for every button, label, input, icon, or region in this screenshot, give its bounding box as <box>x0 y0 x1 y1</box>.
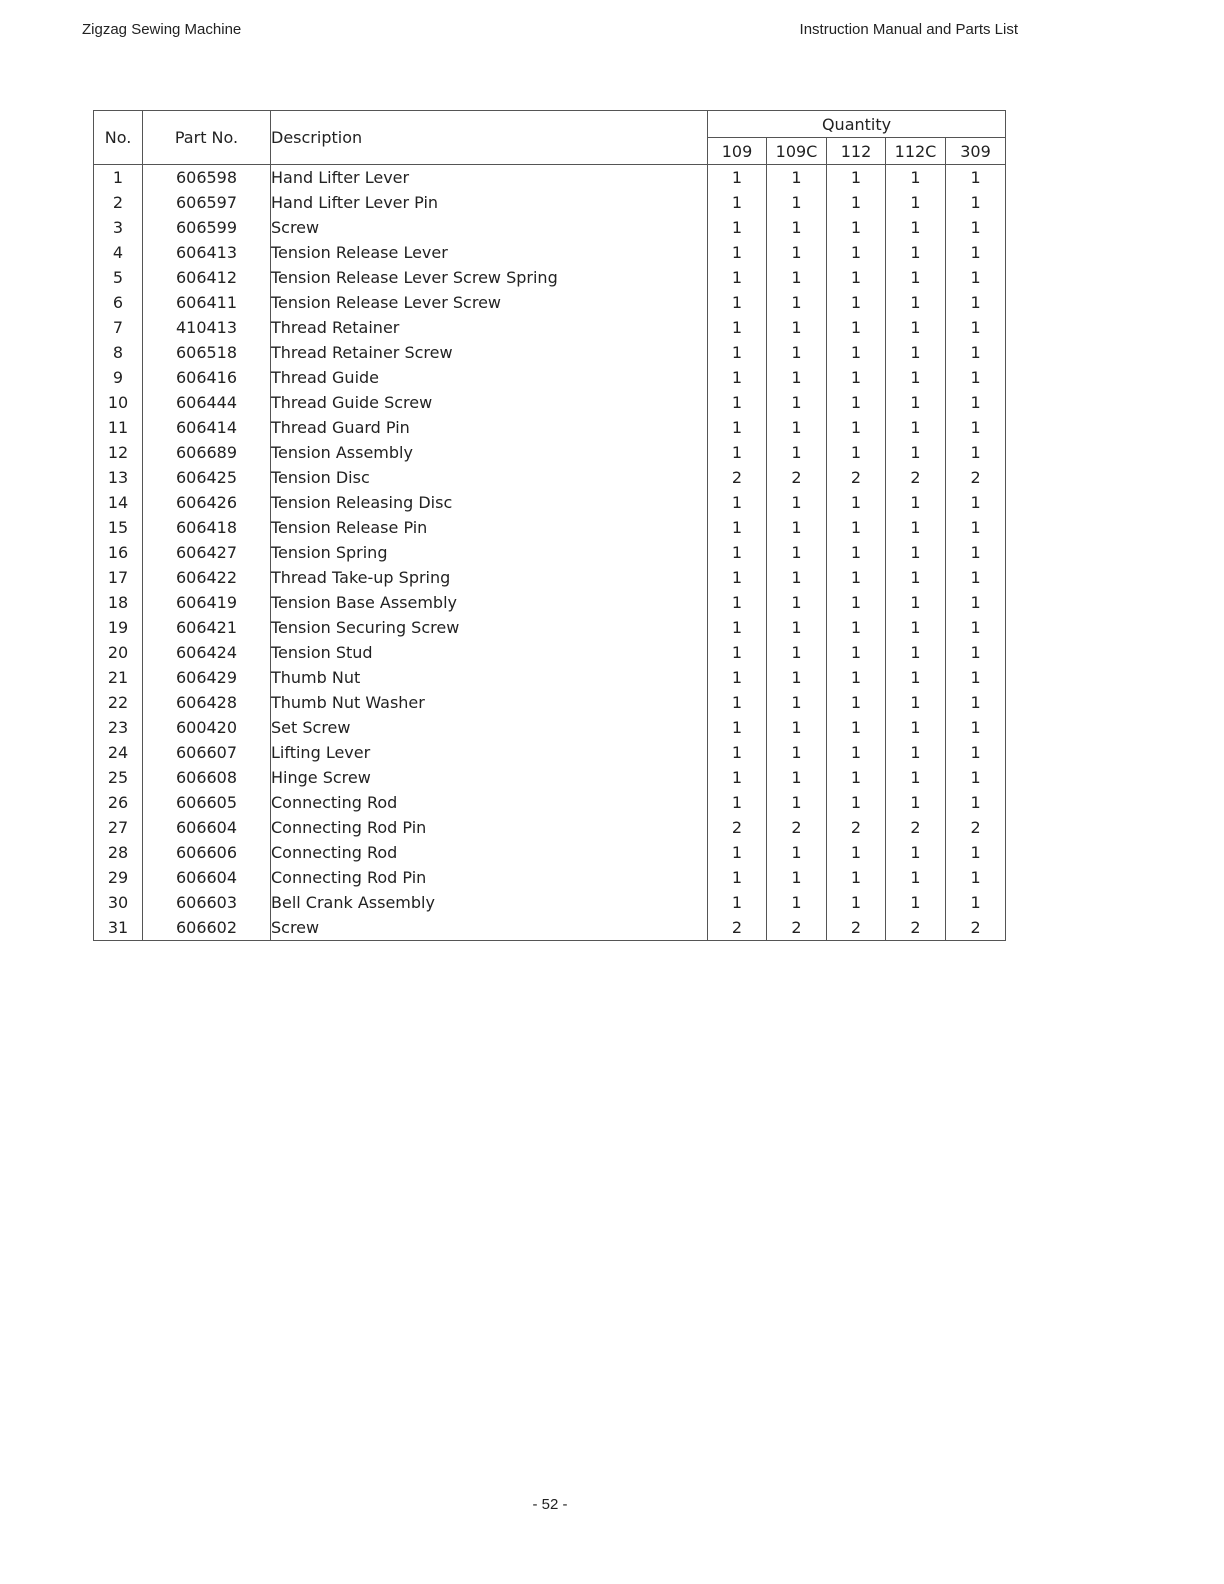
part-description: Tension Spring <box>271 540 708 565</box>
quantity-cell: 1 <box>708 740 767 765</box>
part-description: Connecting Rod Pin <box>271 865 708 890</box>
quantity-cell: 1 <box>946 390 1006 415</box>
column-header-description: Description <box>271 111 708 165</box>
row-number: 21 <box>94 665 143 690</box>
quantity-cell: 1 <box>767 390 827 415</box>
part-description: Lifting Lever <box>271 740 708 765</box>
part-number: 606422 <box>143 565 271 590</box>
quantity-cell: 1 <box>827 590 886 615</box>
row-number: 31 <box>94 915 143 941</box>
quantity-cell: 1 <box>886 890 946 915</box>
quantity-cell: 2 <box>827 915 886 941</box>
quantity-cell: 1 <box>946 665 1006 690</box>
quantity-cell: 2 <box>946 465 1006 490</box>
column-header-no: No. <box>94 111 143 165</box>
part-description: Tension Release Lever Screw <box>271 290 708 315</box>
row-number: 18 <box>94 590 143 615</box>
part-number: 606689 <box>143 440 271 465</box>
table-row <box>94 615 1006 640</box>
quantity-cell: 2 <box>767 915 827 941</box>
row-number: 20 <box>94 640 143 665</box>
part-number: 606597 <box>143 190 271 215</box>
table-row <box>94 865 1006 890</box>
quantity-cell: 1 <box>767 340 827 365</box>
part-description: Tension Release Lever <box>271 240 708 265</box>
table-row <box>94 465 1006 490</box>
table-row <box>94 915 1006 941</box>
quantity-cell: 1 <box>708 415 767 440</box>
quantity-cell: 1 <box>708 715 767 740</box>
part-number: 606607 <box>143 740 271 765</box>
quantity-cell: 1 <box>946 490 1006 515</box>
table-row <box>94 265 1006 290</box>
quantity-cell: 1 <box>946 240 1006 265</box>
quantity-cell: 1 <box>767 590 827 615</box>
quantity-cell: 1 <box>946 515 1006 540</box>
table-row <box>94 640 1006 665</box>
quantity-cell: 1 <box>827 340 886 365</box>
part-description: Thread Guard Pin <box>271 415 708 440</box>
part-number: 606429 <box>143 665 271 690</box>
quantity-cell: 1 <box>827 540 886 565</box>
row-number: 30 <box>94 890 143 915</box>
row-number: 3 <box>94 215 143 240</box>
quantity-cell: 1 <box>767 665 827 690</box>
quantity-cell: 1 <box>886 490 946 515</box>
quantity-cell: 1 <box>886 690 946 715</box>
row-number: 12 <box>94 440 143 465</box>
quantity-cell: 1 <box>886 565 946 590</box>
quantity-cell: 1 <box>708 390 767 415</box>
quantity-cell: 1 <box>827 265 886 290</box>
table-row <box>94 290 1006 315</box>
table-row <box>94 540 1006 565</box>
quantity-cell: 1 <box>827 215 886 240</box>
quantity-cell: 1 <box>886 790 946 815</box>
row-number: 19 <box>94 615 143 640</box>
row-number: 27 <box>94 815 143 840</box>
row-number: 10 <box>94 390 143 415</box>
table-row <box>94 340 1006 365</box>
table-row <box>94 715 1006 740</box>
quantity-cell: 1 <box>708 340 767 365</box>
quantity-cell: 1 <box>946 765 1006 790</box>
quantity-cell: 2 <box>708 815 767 840</box>
part-number: 600420 <box>143 715 271 740</box>
table-row <box>94 815 1006 840</box>
row-number: 14 <box>94 490 143 515</box>
quantity-cell: 1 <box>827 390 886 415</box>
quantity-cell: 1 <box>886 240 946 265</box>
header-title: Zigzag Sewing Machine <box>82 21 242 38</box>
part-number: 606518 <box>143 340 271 365</box>
quantity-cell: 1 <box>946 215 1006 240</box>
part-description: Connecting Rod <box>271 840 708 865</box>
quantity-cell: 1 <box>946 715 1006 740</box>
row-number: 26 <box>94 790 143 815</box>
quantity-cell: 1 <box>708 440 767 465</box>
quantity-cell: 1 <box>886 265 946 290</box>
quantity-cell: 1 <box>767 440 827 465</box>
row-number: 5 <box>94 265 143 290</box>
quantity-cell: 1 <box>946 590 1006 615</box>
quantity-cell: 1 <box>827 365 886 390</box>
quantity-cell: 1 <box>708 190 767 215</box>
quantity-cell: 1 <box>708 615 767 640</box>
quantity-cell: 1 <box>886 340 946 365</box>
row-number: 28 <box>94 840 143 865</box>
part-description: Tension Stud <box>271 640 708 665</box>
row-number: 16 <box>94 540 143 565</box>
quantity-cell: 1 <box>886 740 946 765</box>
part-number: 606427 <box>143 540 271 565</box>
quantity-cell: 1 <box>708 540 767 565</box>
table-row <box>94 890 1006 915</box>
part-description: Thread Guide <box>271 365 708 390</box>
column-header-model: 309 <box>946 138 1006 165</box>
part-number: 606604 <box>143 815 271 840</box>
part-number: 606411 <box>143 290 271 315</box>
quantity-cell: 1 <box>708 265 767 290</box>
quantity-cell: 1 <box>886 665 946 690</box>
part-description: Screw <box>271 215 708 240</box>
quantity-cell: 1 <box>767 490 827 515</box>
quantity-cell: 1 <box>708 790 767 815</box>
table-row <box>94 165 1006 191</box>
quantity-cell: 1 <box>827 890 886 915</box>
quantity-cell: 2 <box>767 465 827 490</box>
quantity-cell: 1 <box>886 540 946 565</box>
quantity-cell: 2 <box>827 815 886 840</box>
row-number: 11 <box>94 415 143 440</box>
row-number: 6 <box>94 290 143 315</box>
quantity-cell: 1 <box>708 665 767 690</box>
quantity-cell: 1 <box>767 215 827 240</box>
quantity-cell: 1 <box>827 665 886 690</box>
quantity-cell: 2 <box>827 465 886 490</box>
quantity-cell: 1 <box>708 765 767 790</box>
quantity-cell: 1 <box>767 890 827 915</box>
row-number: 22 <box>94 690 143 715</box>
column-header-model: 109C <box>767 138 827 165</box>
quantity-cell: 1 <box>886 215 946 240</box>
quantity-cell: 1 <box>827 315 886 340</box>
column-header-model: 109 <box>708 138 767 165</box>
quantity-cell: 1 <box>827 190 886 215</box>
table-row <box>94 440 1006 465</box>
part-number: 410413 <box>143 315 271 340</box>
table-row <box>94 515 1006 540</box>
part-description: Thread Retainer Screw <box>271 340 708 365</box>
part-description: Tension Release Lever Screw Spring <box>271 265 708 290</box>
quantity-cell: 1 <box>708 165 767 191</box>
quantity-cell: 1 <box>886 165 946 191</box>
part-description: Screw <box>271 915 708 941</box>
quantity-cell: 1 <box>886 765 946 790</box>
quantity-cell: 2 <box>708 915 767 941</box>
quantity-cell: 1 <box>886 415 946 440</box>
quantity-cell: 1 <box>946 565 1006 590</box>
parts-table-body <box>94 165 1006 941</box>
quantity-cell: 1 <box>946 265 1006 290</box>
quantity-cell: 1 <box>827 515 886 540</box>
quantity-cell: 1 <box>827 790 886 815</box>
quantity-cell: 1 <box>827 715 886 740</box>
quantity-cell: 1 <box>827 840 886 865</box>
table-row <box>94 490 1006 515</box>
part-number: 606418 <box>143 515 271 540</box>
parts-table <box>93 110 1006 941</box>
part-number: 606416 <box>143 365 271 390</box>
quantity-cell: 2 <box>886 815 946 840</box>
quantity-cell: 1 <box>767 415 827 440</box>
quantity-cell: 1 <box>946 415 1006 440</box>
quantity-cell: 1 <box>767 565 827 590</box>
quantity-cell: 1 <box>708 365 767 390</box>
quantity-cell: 1 <box>767 290 827 315</box>
part-description: Thread Retainer <box>271 315 708 340</box>
quantity-cell: 1 <box>708 865 767 890</box>
part-number: 606425 <box>143 465 271 490</box>
row-number: 13 <box>94 465 143 490</box>
quantity-cell: 1 <box>827 865 886 890</box>
quantity-cell: 1 <box>946 690 1006 715</box>
quantity-cell: 1 <box>827 490 886 515</box>
part-description: Tension Disc <box>271 465 708 490</box>
quantity-cell: 1 <box>708 490 767 515</box>
table-row <box>94 765 1006 790</box>
row-number: 7 <box>94 315 143 340</box>
table-row <box>94 690 1006 715</box>
part-number: 606412 <box>143 265 271 290</box>
part-description: Connecting Rod <box>271 790 708 815</box>
quantity-cell: 1 <box>886 190 946 215</box>
quantity-cell: 1 <box>827 740 886 765</box>
part-description: Tension Assembly <box>271 440 708 465</box>
quantity-cell: 1 <box>946 840 1006 865</box>
quantity-cell: 1 <box>946 290 1006 315</box>
part-number: 606426 <box>143 490 271 515</box>
quantity-cell: 1 <box>767 315 827 340</box>
quantity-cell: 1 <box>827 640 886 665</box>
table-row <box>94 590 1006 615</box>
part-description: Tension Securing Screw <box>271 615 708 640</box>
quantity-cell: 1 <box>767 790 827 815</box>
table-row <box>94 565 1006 590</box>
quantity-cell: 1 <box>886 440 946 465</box>
quantity-cell: 1 <box>946 890 1006 915</box>
part-description: Set Screw <box>271 715 708 740</box>
part-number: 606444 <box>143 390 271 415</box>
quantity-cell: 1 <box>827 165 886 191</box>
quantity-cell: 1 <box>708 640 767 665</box>
quantity-cell: 1 <box>708 315 767 340</box>
quantity-cell: 1 <box>767 865 827 890</box>
quantity-cell: 1 <box>767 365 827 390</box>
quantity-cell: 1 <box>827 440 886 465</box>
quantity-cell: 2 <box>886 915 946 941</box>
row-number: 2 <box>94 190 143 215</box>
quantity-cell: 1 <box>946 615 1006 640</box>
part-description: Hinge Screw <box>271 765 708 790</box>
quantity-cell: 1 <box>827 565 886 590</box>
quantity-cell: 1 <box>708 890 767 915</box>
quantity-cell: 1 <box>767 765 827 790</box>
quantity-cell: 1 <box>886 315 946 340</box>
quantity-cell: 2 <box>886 465 946 490</box>
quantity-cell: 1 <box>886 615 946 640</box>
quantity-cell: 1 <box>886 865 946 890</box>
part-description: Thread Guide Screw <box>271 390 708 415</box>
quantity-cell: 1 <box>946 740 1006 765</box>
part-description: Connecting Rod Pin <box>271 815 708 840</box>
quantity-cell: 1 <box>946 315 1006 340</box>
quantity-cell: 1 <box>827 240 886 265</box>
table-row <box>94 665 1006 690</box>
row-number: 4 <box>94 240 143 265</box>
quantity-cell: 1 <box>827 690 886 715</box>
quantity-cell: 1 <box>708 590 767 615</box>
quantity-cell: 2 <box>708 465 767 490</box>
quantity-cell: 1 <box>767 840 827 865</box>
quantity-cell: 1 <box>827 415 886 440</box>
quantity-cell: 1 <box>886 390 946 415</box>
quantity-cell: 1 <box>767 615 827 640</box>
quantity-cell: 1 <box>767 715 827 740</box>
quantity-cell: 1 <box>767 515 827 540</box>
part-number: 606598 <box>143 165 271 191</box>
quantity-cell: 1 <box>708 290 767 315</box>
quantity-cell: 1 <box>886 715 946 740</box>
quantity-cell: 1 <box>886 840 946 865</box>
quantity-cell: 1 <box>827 290 886 315</box>
part-description: Tension Releasing Disc <box>271 490 708 515</box>
quantity-cell: 1 <box>886 515 946 540</box>
row-number: 25 <box>94 765 143 790</box>
part-description: Thumb Nut Washer <box>271 690 708 715</box>
part-description: Thread Take-up Spring <box>271 565 708 590</box>
quantity-cell: 1 <box>708 515 767 540</box>
quantity-cell: 1 <box>946 340 1006 365</box>
quantity-cell: 1 <box>886 590 946 615</box>
quantity-cell: 1 <box>767 265 827 290</box>
row-number: 23 <box>94 715 143 740</box>
row-number: 15 <box>94 515 143 540</box>
page-number: - 52 - <box>532 1496 568 1513</box>
part-number: 606421 <box>143 615 271 640</box>
quantity-cell: 1 <box>767 165 827 191</box>
row-number: 17 <box>94 565 143 590</box>
row-number: 29 <box>94 865 143 890</box>
table-row <box>94 790 1006 815</box>
table-row <box>94 390 1006 415</box>
part-number: 606606 <box>143 840 271 865</box>
part-number: 606413 <box>143 240 271 265</box>
table-row <box>94 415 1006 440</box>
quantity-cell: 1 <box>946 540 1006 565</box>
column-header-part-no: Part No. <box>143 111 271 165</box>
part-number: 606608 <box>143 765 271 790</box>
table-row <box>94 365 1006 390</box>
row-number: 8 <box>94 340 143 365</box>
quantity-cell: 1 <box>767 190 827 215</box>
part-number: 606599 <box>143 215 271 240</box>
column-header-model: 112C <box>886 138 946 165</box>
quantity-cell: 1 <box>708 240 767 265</box>
part-description: Hand Lifter Lever Pin <box>271 190 708 215</box>
part-number: 606428 <box>143 690 271 715</box>
part-number: 606603 <box>143 890 271 915</box>
quantity-cell: 1 <box>827 615 886 640</box>
column-header-model: 112 <box>827 138 886 165</box>
quantity-cell: 1 <box>946 865 1006 890</box>
quantity-cell: 1 <box>946 365 1006 390</box>
header-subtitle: Instruction Manual and Parts List <box>799 21 1018 38</box>
quantity-cell: 1 <box>708 840 767 865</box>
quantity-cell: 1 <box>708 565 767 590</box>
quantity-cell: 1 <box>886 640 946 665</box>
part-number: 606419 <box>143 590 271 615</box>
quantity-cell: 1 <box>946 440 1006 465</box>
table-row <box>94 840 1006 865</box>
table-row <box>94 315 1006 340</box>
part-number: 606602 <box>143 915 271 941</box>
part-description: Tension Release Pin <box>271 515 708 540</box>
part-description: Bell Crank Assembly <box>271 890 708 915</box>
table-row <box>94 740 1006 765</box>
table-row <box>94 240 1006 265</box>
quantity-cell: 1 <box>767 540 827 565</box>
part-number: 606414 <box>143 415 271 440</box>
quantity-cell: 1 <box>708 690 767 715</box>
quantity-cell: 1 <box>946 640 1006 665</box>
column-header-quantity: Quantity <box>708 111 1006 138</box>
quantity-cell: 1 <box>886 365 946 390</box>
row-number: 9 <box>94 365 143 390</box>
quantity-cell: 1 <box>946 165 1006 191</box>
part-description: Hand Lifter Lever <box>271 165 708 191</box>
quantity-cell: 1 <box>886 290 946 315</box>
part-number: 606605 <box>143 790 271 815</box>
quantity-cell: 1 <box>767 240 827 265</box>
quantity-cell: 1 <box>708 215 767 240</box>
row-number: 24 <box>94 740 143 765</box>
part-number: 606424 <box>143 640 271 665</box>
part-description: Thumb Nut <box>271 665 708 690</box>
part-number: 606604 <box>143 865 271 890</box>
quantity-cell: 1 <box>827 765 886 790</box>
part-description: Tension Base Assembly <box>271 590 708 615</box>
table-row <box>94 190 1006 215</box>
quantity-cell: 1 <box>767 740 827 765</box>
quantity-cell: 1 <box>946 190 1006 215</box>
quantity-cell: 2 <box>767 815 827 840</box>
quantity-cell: 1 <box>767 640 827 665</box>
row-number: 1 <box>94 165 143 191</box>
table-row <box>94 215 1006 240</box>
quantity-cell: 2 <box>946 915 1006 941</box>
quantity-cell: 1 <box>767 690 827 715</box>
quantity-cell: 1 <box>946 790 1006 815</box>
quantity-cell: 2 <box>946 815 1006 840</box>
